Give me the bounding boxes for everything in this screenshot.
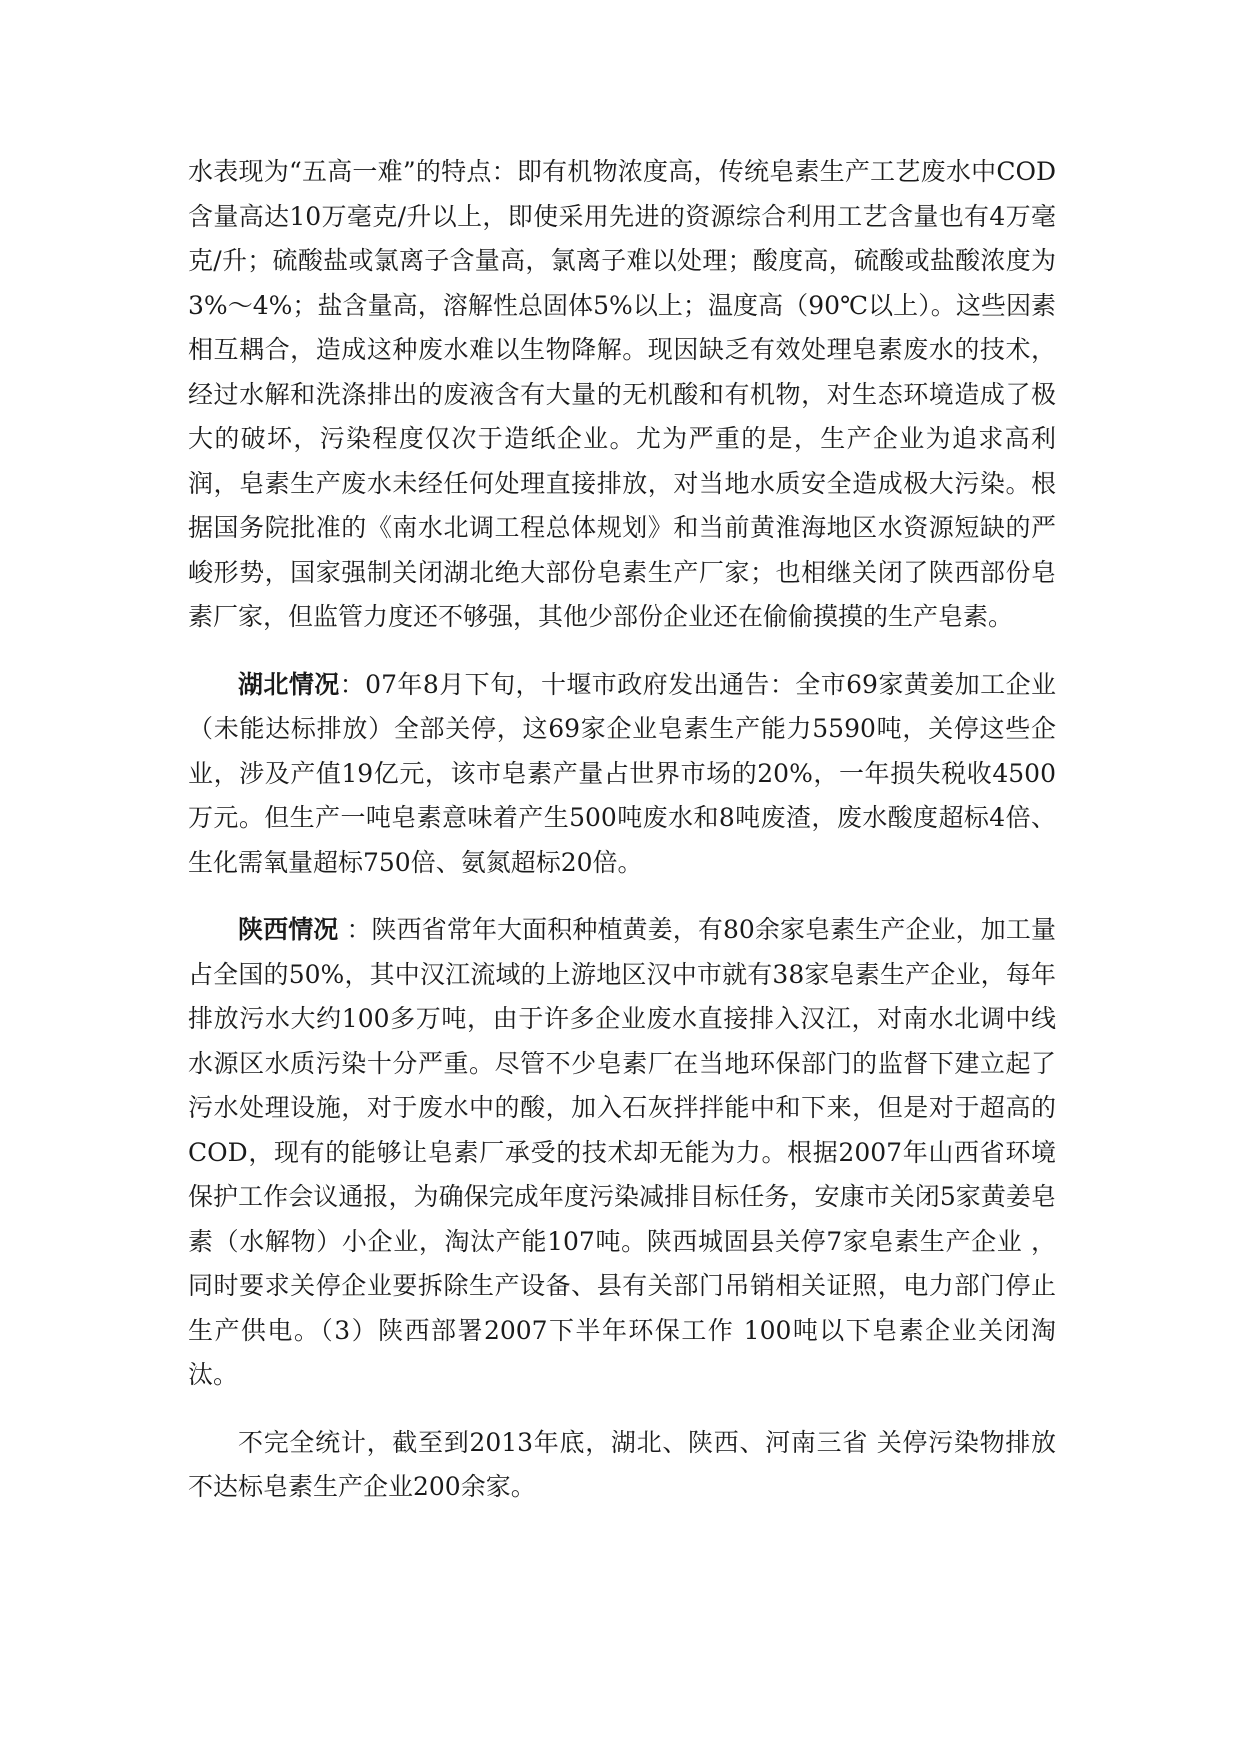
paragraph-statistics-summary [188,1421,1056,1510]
document-body [188,150,1056,1510]
paragraph-text: 水表现为“五高一难”的特点：即有机物浓度高，传统皂素生产工艺废水中COD含量高达10万毫克/升以上，即使采用先进的资源综合利用工艺含量也有4万毫克/升；硫酸盐或氯离子含量高，氯离子难以处理；酸度高，硫酸或盐酸浓度为3%～4%；盐含量高，溶解性总固体5%以上；温度高（90℃以上）。这些因素相互耦合，造成这种废水难以生物降解。现因缺乏有效处理皂素废水的技术，经过水解和洗涤排出的废液含有大量的无机酸和有机物，对生态环境造成了极大的破坏，污染程度仅次于造纸企业。尤为严重的是，生产企业为追求高利润，皂素生产废水未经任何处理直接排放，对当地水质安全造成极大污染。根据国务院批准的《南水北调工程总体规划》和当前黄淮海地区水资源短缺的严峻形势，国家强制关闭湖北绝大部份皂素生产厂家；也相继关闭了陕西部份皂素厂家，但监管力度还不够强，其他少部份企业还在偷偷摸摸的生产皂素。 [188,157,1056,631]
paragraph-lead-shaanxi: 陕西情况 [238,915,339,944]
paragraph-text: ：07年8月下旬，十堰市政府发出通告：全市69家黄姜加工企业（未能达标排放）全部关停，这69家企业皂素生产能力5590吨，关停这些企业，涉及产值19亿元，该市皂素产量占世界市场的20%，一年损失税收4500万元。但生产一吨皂素意味着产生500吨废水和8吨废渣，废水酸度超标4倍、生化需氧量超标750倍、氨氮超标20倍。 [188,669,1056,877]
paragraph-shaanxi-situation [188,908,1056,1398]
paragraph-wastewater-characteristics [188,150,1056,640]
paragraph-text: ：陕西省常年大面积种植黄姜，有80余家皂素生产企业，加工量占全国的50%，其中汉江流域的上游地区汉中市就有38家皂素生产企业，每年排放污水大约100多万吨，由于许多企业废水直接排入汉江，对南水北调中线水源区水质污染十分严重。尽管不少皂素厂在当地环保部门的监督下建立起了污水处理设施，对于废水中的酸，加入石灰拌拌能中和下来，但是对于超高的COD，现有的能够让皂素厂承受的技术却无能为力。根据2007年山西省环境保护工作会议通报，为确保完成年度污染减排目标任务，安康市关闭5家黄姜皂素（水解物）小企业，淘汰产能107吨。陕西城固县关停7家皂素生产企业 ，同时要求关停企业要拆除生产设备、县有关部门吊销相关证照，电力部门停止生产供电。（3）陕西部署2007下半年环保工作 100吨以下皂素企业关闭淘汰。 [188,915,1056,1389]
paragraph-text: 不完全统计，截至到2013年底，湖北、陕西、河南三省 关停污染物排放不达标皂素生产企业200余家。 [188,1427,1056,1501]
paragraph-hubei-situation [188,663,1056,886]
paragraph-lead-hubei: 湖北情况 [238,669,340,699]
